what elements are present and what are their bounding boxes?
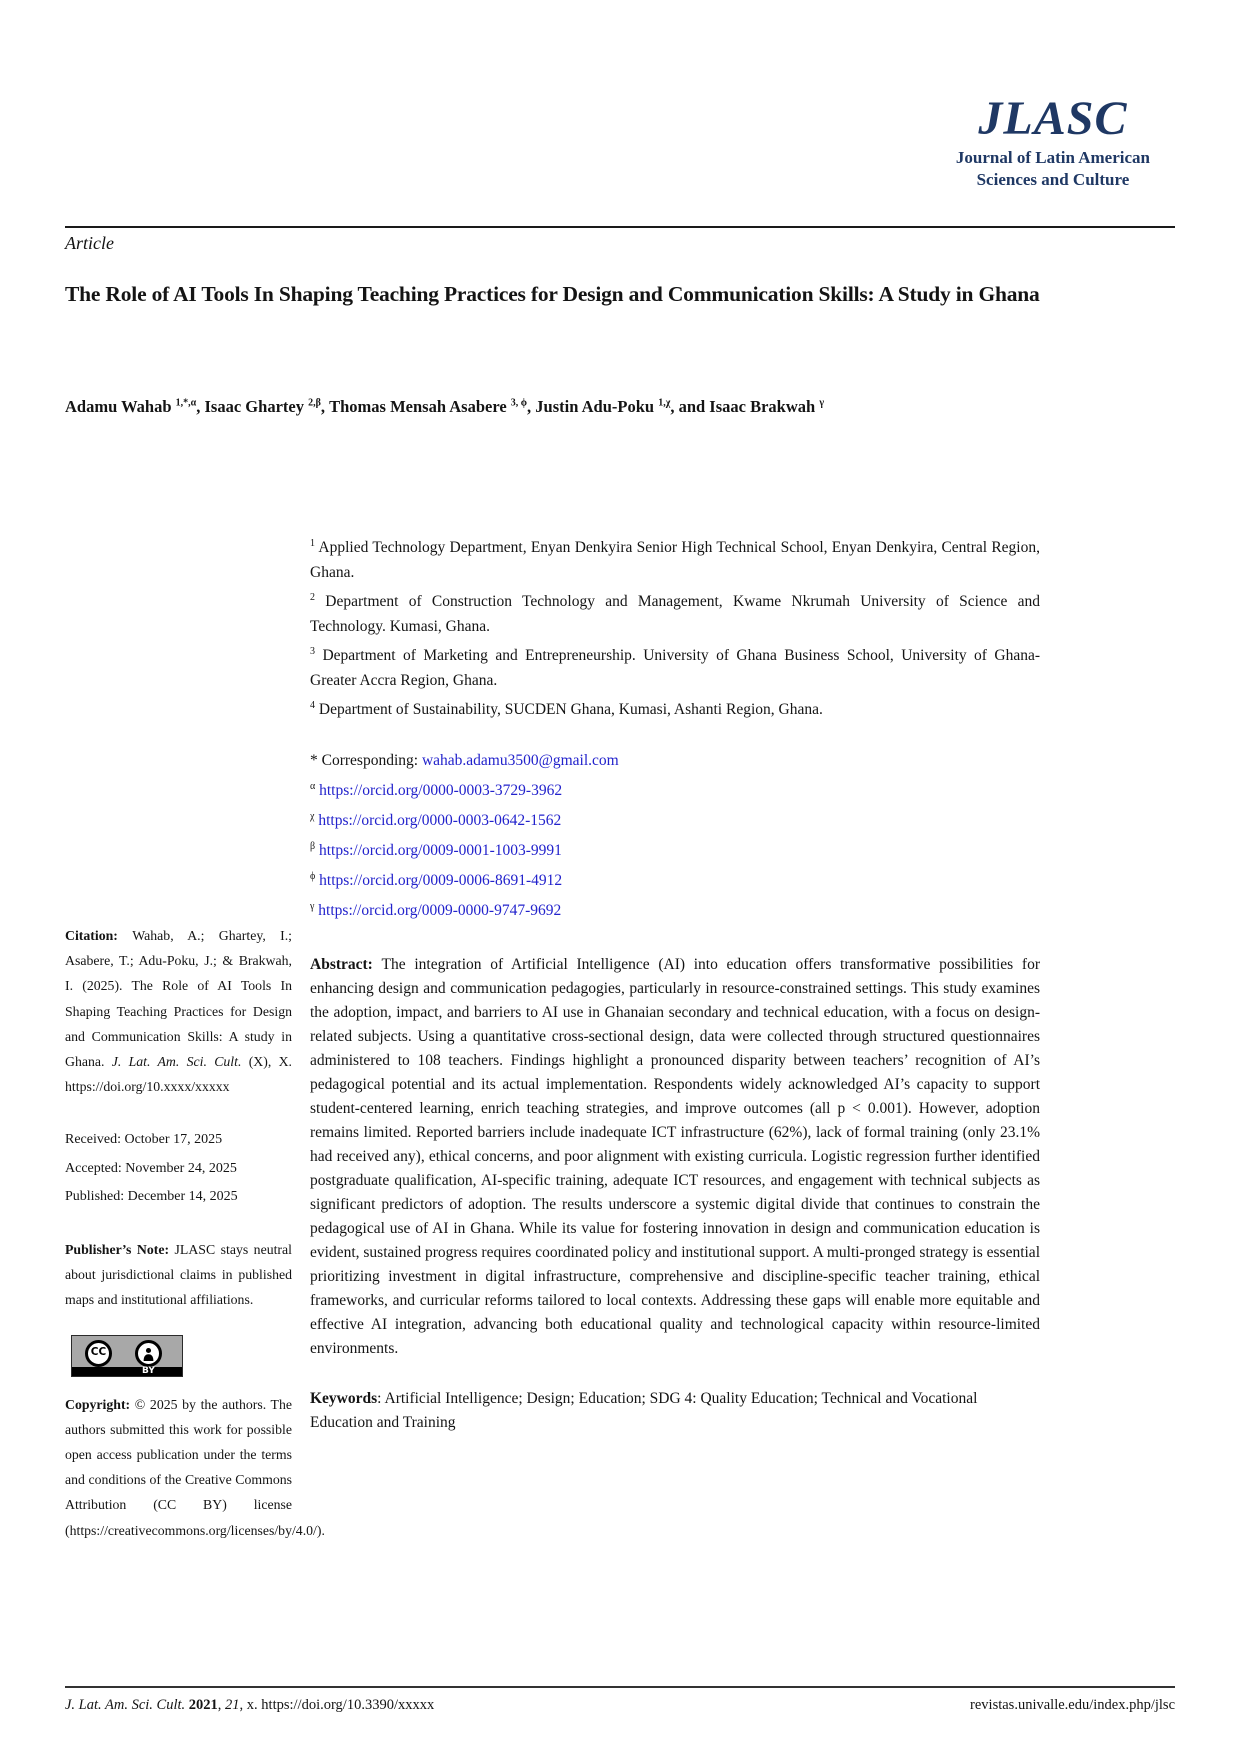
citation-doi: https://doi.org/10.xxxx/xxxxx xyxy=(65,1079,230,1095)
citation-journal: J. Lat. Am. Sci. Cult. xyxy=(111,1054,242,1070)
author-affil-sup: 3, ϕ xyxy=(510,397,528,409)
orcid-line xyxy=(310,894,1040,924)
cc-by-badge[interactable] xyxy=(71,1335,183,1377)
copyright-label: Copyright: xyxy=(65,1396,135,1412)
affiliation-item: $^1$ Applied Technology Department, Enyan Denkyira Senior High Technical School, Enyan Denkyira, Central Region, Ghana. xyxy=(310,538,1040,582)
footer-year: 2021 xyxy=(188,1697,218,1713)
author: Isaac Brakwah $^\gamma$ xyxy=(709,397,824,416)
affiliation-number: 1 xyxy=(310,538,315,549)
by-label: BY xyxy=(142,1365,155,1376)
affiliation-number: 3 xyxy=(310,646,315,658)
citation-issue: (X), X. xyxy=(241,1054,292,1070)
cc-icon: CC xyxy=(85,1340,112,1367)
author: Justin Adu-Poku $^{1,\chi}$, and xyxy=(535,397,710,416)
contact-block xyxy=(310,748,1040,925)
author-affil-sup: 1,χ xyxy=(658,397,671,409)
journal-subtitle-line2: Sciences and Culture xyxy=(976,170,1130,190)
orcid-sup: ϕ xyxy=(310,871,316,883)
orcid-link[interactable]: https://orcid.org/0000-0003-3729-3962 xyxy=(319,781,563,799)
footer-volume: 21 xyxy=(225,1697,240,1713)
keywords-label: Keywords xyxy=(310,1390,378,1408)
publisher-note-label: Publisher’s Note: xyxy=(65,1241,175,1257)
author: Adamu Wahab $^{1,*,\alpha}$, xyxy=(65,397,205,416)
footer-journal-name: J. Lat. Am. Sci. Cult. xyxy=(65,1697,189,1713)
affiliations-list xyxy=(310,531,1040,723)
footer-journal-ref: J. Lat. Am. Sci. Cult. 2021, 21, x. https://doi.org/10.3390/xxxxx xyxy=(65,1697,435,1713)
paper-title: The Role of AI Tools In Shaping Teaching Practices for Design and Communication Skills: A Study in Ghana xyxy=(65,282,1040,306)
copyright-block xyxy=(65,1392,325,1543)
journal-subtitle-line1: Journal of Latin American xyxy=(955,148,1150,168)
publisher-note-text: JLASC stays neutral about jurisdictional claims in published maps and institutional affiliations. xyxy=(65,1241,292,1308)
person-icon xyxy=(135,1340,162,1367)
affiliation-item: $^2$ Department of Construction Technology and Management, Kwame Nkrumah University of Science and Technology. Kumasi, Ghana. xyxy=(310,592,1040,636)
author: Thomas Mensah Asabere $^{3, \phi}$, xyxy=(329,397,536,416)
abstract-paragraph xyxy=(310,953,1040,1361)
orcid-link[interactable]: https://orcid.org/0009-0006-8691-4912 xyxy=(319,872,563,890)
main-columns xyxy=(65,531,1175,1543)
citation-text: Wahab, A.; Ghartey, I.; Asabere, T.; Adu-Poku, J.; & Brakwah, I. (2025). The Role of AI Tools In Shaping Teaching Practices for Design and Communication Skills: A study in Ghana. xyxy=(65,928,293,1070)
journal-subtitle xyxy=(956,147,1150,191)
abstract-label: Abstract: xyxy=(310,956,382,974)
author-affil-sup: 1,*,α xyxy=(175,397,197,409)
author-affil-sup: γ xyxy=(819,397,824,409)
orcid-line xyxy=(310,774,1040,804)
affiliation-item: $^4$ Department of Sustainability, SUCDEN Ghana, Kumasi, Ashanti Region, Ghana. xyxy=(310,700,823,719)
author: Isaac Ghartey $^{2,\beta}$, xyxy=(204,397,330,416)
badge-bottom-bar xyxy=(72,1367,182,1376)
copyright-text: © 2025 by the authors. The authors submitted this work for possible open access publication under the terms and conditions of the Creative Commons Attribution (CC BY) license (https://creativecommons.org/licenses/by/4.0/). xyxy=(65,1396,325,1538)
orcid-sup: β xyxy=(310,840,316,852)
journal-logo-text: JLASC xyxy=(978,92,1128,145)
history-dates xyxy=(65,1126,292,1212)
citation-label: Citation: xyxy=(65,928,133,943)
orcid-sup: α xyxy=(310,780,316,792)
footer-journal-link[interactable]: revistas.univalle.edu/index.php/jlsc xyxy=(970,1697,1175,1713)
orcid-line xyxy=(310,864,1040,894)
author-affil-sup: 2,β xyxy=(308,397,321,409)
corresponding-line xyxy=(310,748,1040,774)
orcid-sup: γ xyxy=(310,901,315,913)
affiliation-item: $^3$ Department of Marketing and Entrepreneurship. University of Ghana Business School, University of Ghana- Greater Accra Region, Ghana. xyxy=(310,646,1041,690)
corresponding-label: * Corresponding: xyxy=(310,751,422,769)
received-date: Received: October 17, 2025 xyxy=(65,1132,223,1148)
abstract-text: The integration of Artificial Intelligence (AI) into education offers transformative possibilities for enhancing design and communication pedagogies, particularly in resource-constrained settings. This study examines the adoption, impact, and barriers to AI use in Ghanaian secondary and technical education, with a focus on design-related subjects. Using a quantitative cross-sectional design, data were collected through structured questionnaires administered to 108 teachers. Findings highlight a pronounced disparity between teachers’ recognition of AI’s pedagogical potential and its actual implementation. Respondents widely acknowledged AI’s capacity to support student-centered learning, enrich teaching strategies, and improve outcomes (all p < 0.001). However, adoption remains limited. Reported barriers include inadequate ICT infrastructure (62%), lack of formal training (only 23.1% had received any), ethical concerns, and poor alignment with existing curricula. Logistic regression further identified postgraduate qualification, AI-specific training, adequate ICT resources, and engagement with technical subjects as significant predictors of adoption. The results underscore a systemic digital divide that continues to constrain the pedagogical use of AI in Ghana. While its value for fostering innovation in design and communication education is evident, sustained progress requires coordinated policy and institutional support. A multi-pronged strategy is essential prioritizing investment in digital infrastructure, comprehensive and discipline-specific teacher training, ethical frameworks, and curricular reforms tailored to local contexts. Addressing these gaps will enable more equitable and effective AI integration, advancing both educational quality and technological capacity within resource-limited environments. xyxy=(310,956,1040,1358)
authors-line xyxy=(65,397,1055,417)
left-sidebar xyxy=(65,531,325,1543)
orcid-link[interactable]: https://orcid.org/0000-0003-0642-1562 xyxy=(318,811,562,829)
person-icon-glyph xyxy=(141,1346,156,1361)
published-date: Published: December 14, 2025 xyxy=(65,1189,238,1205)
citation-block xyxy=(65,923,292,1099)
article-type-label: Article xyxy=(65,233,114,253)
journal-logo xyxy=(956,94,1150,192)
header-rule xyxy=(65,226,1175,228)
email-link[interactable]: wahab.adamu3500@gmail.com xyxy=(421,751,619,769)
orcid-link[interactable]: https://orcid.org/0009-0000-9747-9692 xyxy=(318,902,562,920)
orcid-line xyxy=(310,834,1040,864)
orcid-sup: χ xyxy=(310,810,315,822)
orcid-link[interactable]: https://orcid.org/0009-0001-1003-9991 xyxy=(318,842,562,860)
content-column xyxy=(310,531,1040,1435)
accepted-date: Accepted: November 24, 2025 xyxy=(65,1160,237,1176)
affiliation-number: 4 xyxy=(310,700,315,712)
footer-doi: , x. https://doi.org/10.3390/xxxxx xyxy=(239,1697,435,1713)
footer-rule xyxy=(65,1686,1175,1688)
keywords-paragraph xyxy=(310,1387,1040,1435)
orcid-line xyxy=(310,804,1040,834)
keywords-text: : Artificial Intelligence; Design; Education; SDG 4: Quality Education; Technical and Vocational Education and Training xyxy=(310,1390,978,1432)
page-footer xyxy=(65,1697,1175,1714)
affiliation-number: 2 xyxy=(310,592,315,604)
publisher-note xyxy=(65,1237,292,1313)
